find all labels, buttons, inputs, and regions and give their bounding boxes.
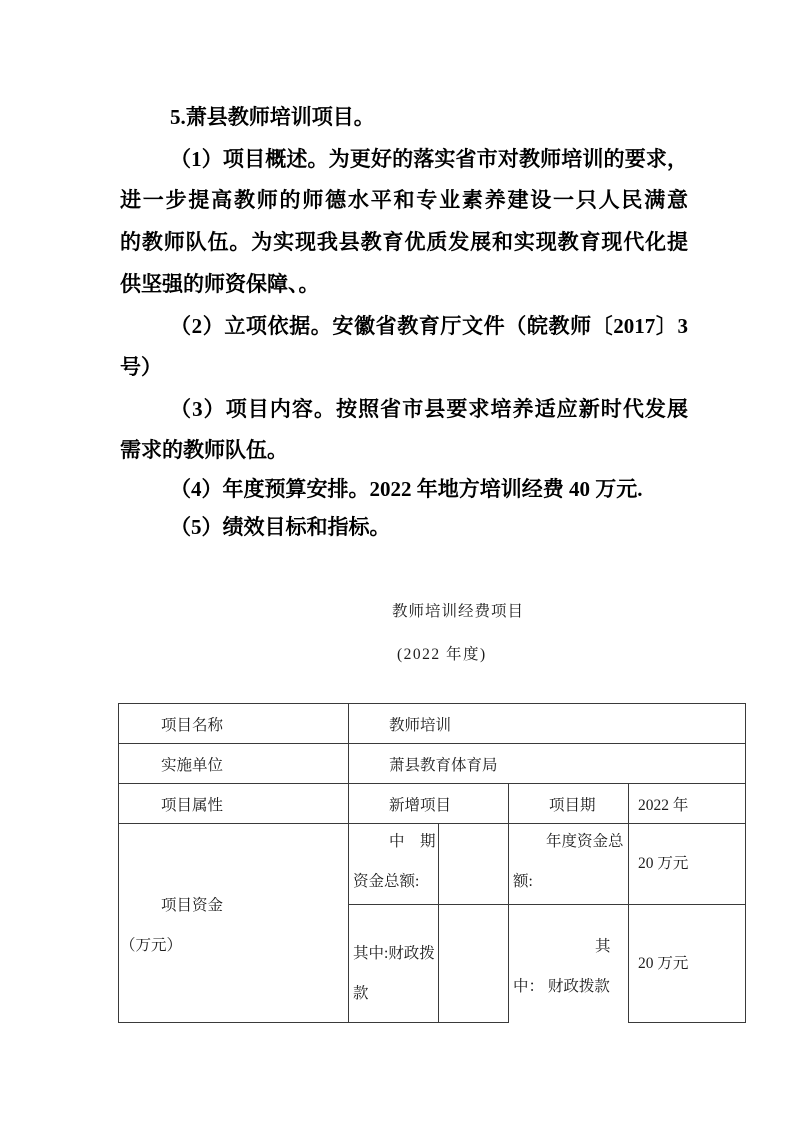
paragraph-1-line-3: 的教师队伍。为实现我县教育优质发展和实现教育现代化提 <box>120 230 688 254</box>
project-attribute-value: 新增项目 <box>389 797 452 814</box>
budget-table <box>118 703 746 1023</box>
implementing-unit-label: 实施单位 <box>161 757 224 774</box>
annual-total-label-line1: 年度资金总 <box>546 833 624 850</box>
paragraph-1-line-1: （1）项目概述。为更好的落实省市对教师培训的要求， <box>170 147 688 171</box>
implementing-unit-label-cell <box>118 743 348 783</box>
annual-fiscal-label-cell <box>508 904 628 1023</box>
project-funds-label-line1: 项目资金 <box>161 897 224 914</box>
project-name-label: 项目名称 <box>161 717 224 734</box>
annual-fiscal-label-line1: 其 <box>595 938 611 955</box>
paragraph-2-line-1: （2）立项依据。安徽省教育厅文件（皖教师〔2017〕3 <box>170 314 688 338</box>
project-attribute-label: 项目属性 <box>161 797 224 814</box>
project-period-label: 项目期 <box>549 797 596 814</box>
paragraph-3-line-1: （3）项目内容。按照省市县要求培养适应新时代发展 <box>170 397 688 421</box>
paragraph-1-line-2: 进一步提高教师的师德水平和专业素养建设一只人民满意 <box>120 188 688 212</box>
project-funds-label-cell <box>118 823 348 1023</box>
mid-term-fiscal-label-line1: 其中:财政拨 <box>353 945 435 962</box>
project-period-value-cell <box>628 783 746 823</box>
project-name-label-cell <box>118 703 348 743</box>
annual-total-value: 20 万元 <box>638 855 689 872</box>
paragraph-1-line-4: 供坚强的师资保障、。 <box>120 272 320 296</box>
mid-term-fiscal-label-line2: 款 <box>353 985 369 1002</box>
implementing-unit-value: 萧县教育体育局 <box>389 757 498 774</box>
paragraph-5: （5）绩效目标和指标。 <box>170 515 391 539</box>
paragraph-4: （4）年度预算安排。2022 年地方培训经费 40 万元. <box>170 477 643 501</box>
section-heading: 5.萧县教师培训项目。 <box>170 105 375 129</box>
mid-term-fiscal-value-cell <box>438 904 508 1023</box>
project-period-value: 2022 年 <box>638 797 689 814</box>
project-funds-label-line2: （万元） <box>120 937 183 954</box>
mid-term-fiscal-label-cell <box>348 904 438 1023</box>
implementing-unit-value-cell <box>348 743 746 783</box>
annual-fiscal-value: 20 万元 <box>638 954 689 972</box>
paragraph-3-line-2: 需求的教师队伍。 <box>120 438 288 462</box>
project-name-value-cell <box>348 703 746 743</box>
mid-term-total-label-line1: 中 期 <box>389 833 436 850</box>
table-title: 教师培训经费项目 <box>392 603 525 620</box>
annual-fiscal-label-line2: 中： 财政拨款 <box>513 978 610 995</box>
annual-total-label-line2: 额: <box>513 873 533 890</box>
project-attribute-label-cell <box>118 783 348 823</box>
mid-term-total-label-cell <box>348 823 438 904</box>
mid-term-total-label-line2: 资金总额: <box>353 873 420 890</box>
mid-term-total-value-cell <box>438 823 508 904</box>
project-period-label-cell <box>508 783 628 823</box>
paragraph-2-line-2: 号） <box>120 355 162 379</box>
project-name-value: 教师培训 <box>389 717 452 734</box>
annual-fiscal-value-cell <box>628 904 746 1023</box>
table-subtitle: (2022 年度) <box>397 646 487 663</box>
project-attribute-value-cell <box>348 783 508 823</box>
annual-total-value-cell <box>628 823 746 904</box>
annual-total-label-cell <box>508 823 628 904</box>
